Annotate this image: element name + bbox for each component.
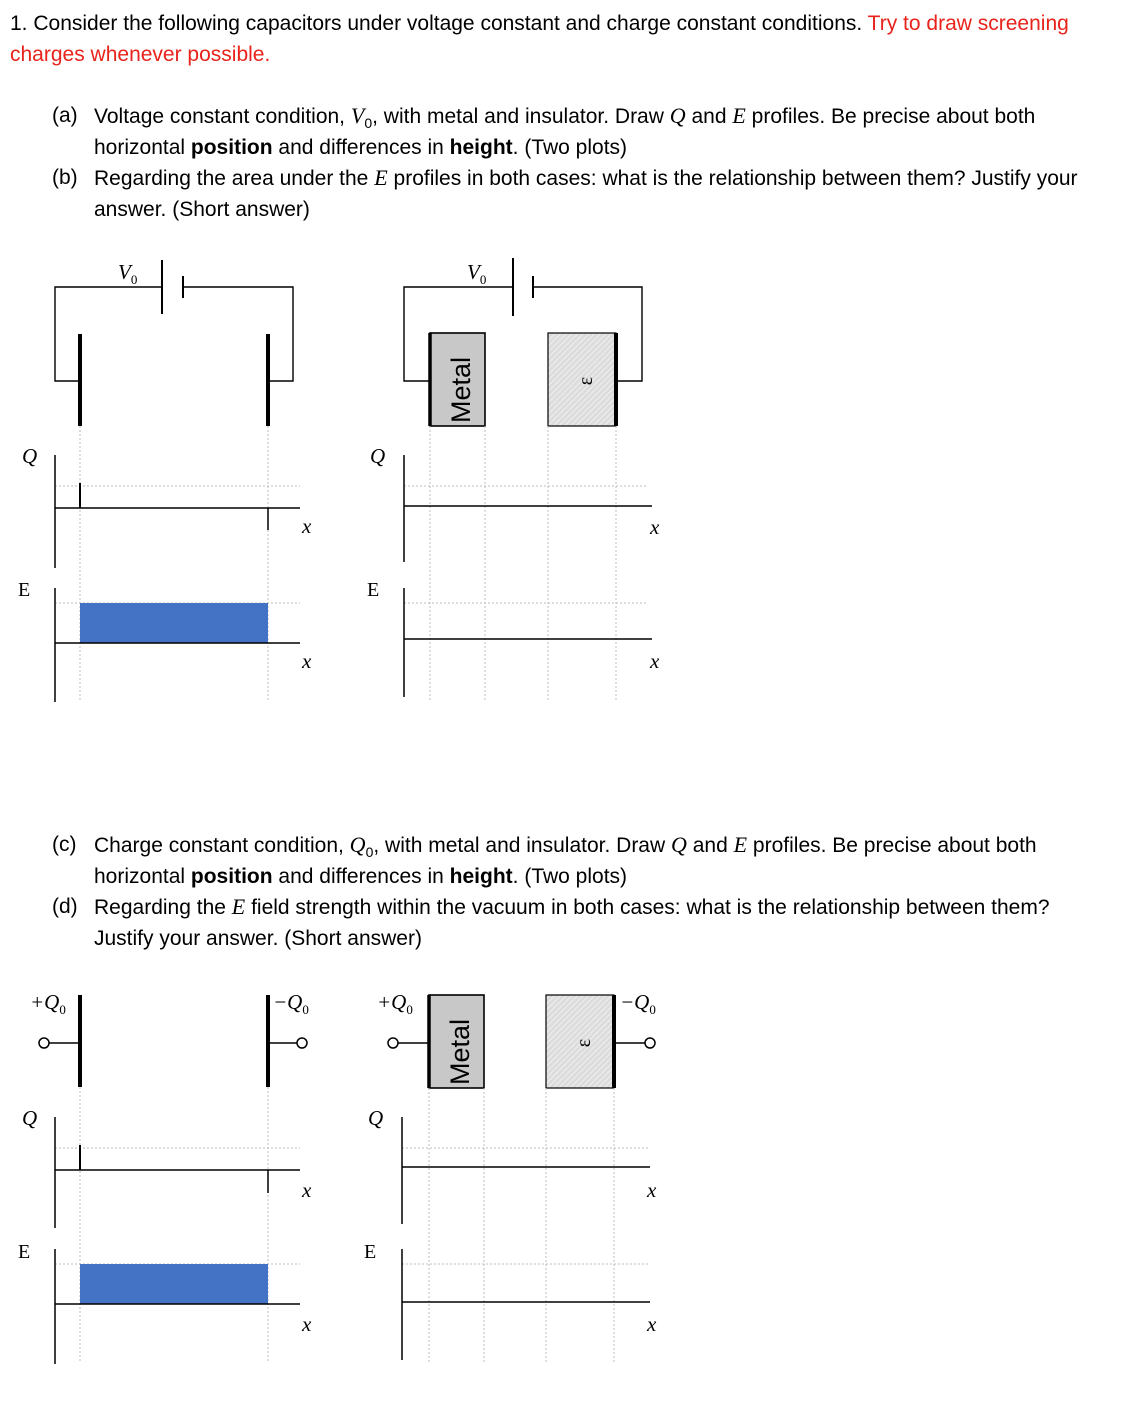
axis-q-label-bl: Q (22, 1106, 38, 1130)
question-intro: Consider the following capacitors under voltage constant and charge constant conditions. (33, 12, 863, 35)
question-number: 1. (10, 12, 28, 35)
e-fill-bottom-left (80, 1264, 268, 1304)
axis-e-label-tl: E (18, 579, 31, 601)
guides-top-left (55, 426, 300, 700)
guides-top-right (404, 426, 648, 700)
e-plot-top-right (404, 588, 652, 697)
epsilon-label-bottom: ε (573, 1038, 595, 1048)
epsilon-label-top: ε (575, 376, 597, 386)
part-a-label: (a) (52, 104, 78, 127)
axis-x-label-bl-e: x (302, 1312, 312, 1336)
q-plot-top-right (404, 455, 652, 562)
plus-q0-right: $+Q_0$ (377, 990, 413, 1017)
guides-bottom-left (55, 1087, 300, 1362)
axis-e-label-br: E (364, 1241, 377, 1263)
part-b-label: (b) (52, 166, 78, 189)
axis-q-label-tr: Q (370, 444, 386, 468)
guides-bottom-right (402, 1088, 648, 1362)
metal-label-bottom: Metal (445, 1018, 475, 1085)
axis-x-label-tl-q: x (302, 514, 312, 538)
q-plot-top-left (55, 455, 300, 568)
axis-x-label-bl-q: x (302, 1178, 312, 1202)
q-plot-bottom-left (55, 1117, 300, 1228)
axis-q-label-tl: Q (22, 444, 38, 468)
question-hint: Try to draw screening charges whenever possible. (10, 12, 1069, 66)
axis-q-label-br: Q (368, 1106, 384, 1130)
minus-q0-left: $-Q_0$ (273, 990, 309, 1017)
circuit-voltage-vacuum (55, 260, 293, 426)
plus-q0-left: $+Q_0$ (30, 990, 66, 1017)
e-fill-top-left (80, 603, 268, 643)
q-plot-bottom-right (402, 1117, 650, 1224)
axis-x-label-tr-q: x (650, 515, 660, 539)
axis-e-label-tr: E (367, 579, 380, 601)
metal-label-top: Metal (446, 356, 476, 423)
axis-x-label-tr-e: x (650, 649, 660, 673)
axis-x-label-br-q: x (647, 1178, 657, 1202)
circuit-charge-vacuum (39, 995, 307, 1087)
part-d-label: (d) (52, 895, 78, 918)
axis-x-label-br-e: x (647, 1312, 657, 1336)
part-c-label: (c) (52, 833, 77, 856)
axis-e-label-bl: E (18, 1241, 31, 1263)
axis-x-label-tl-e: x (302, 649, 312, 673)
v0-label-right: $V_0$ (467, 260, 487, 287)
v0-label-left: $V_0$ (118, 260, 138, 287)
e-plot-bottom-right (402, 1249, 650, 1360)
minus-q0-right: $-Q_0$ (620, 990, 656, 1017)
